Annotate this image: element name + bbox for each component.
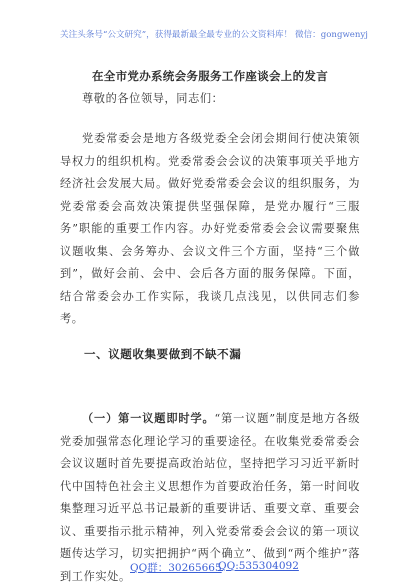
qq-contact-link[interactable]: QQ:535304092 [218,560,299,572]
paragraph-body: “第一议题”制度是地方各级党委加强常态化理论学习的重要途径。在收集党委常委会会议议题时首先要提高政治站位，坚持把学习习近平新时代中国特色社会主义思想作为首要政治任务，第一时间收集整理习近平总书记最新的重要讲话、重要文章、重要会议、重要指示批示精神，列入党委常委会会议的第一项议题传达学习，切实把拥护“两个确立”、做到“两个维护”落到工作实处。 [60,412,360,583]
document-title: 在全市党办系统会务服务工作座谈会上的发言 [92,69,328,83]
paragraph-intro: 党委常委会是地方各级党委全会闭会期间行使决策领导权力的组织机构。党委常委会会议的决策事项关乎地方经济社会发展大局。做好党委常委会会议的组织服务，为党委常委会高效决策提供坚强保障，是党办履行“三服务”职能的重要工作内容。办好党委常委会会议需要聚焦议题收集、会务筹办、会议文件三个方面，坚持“三个做到”，做好会前、会中、会后各方面的服务保障。下面，结合常委会办工作实际，我谈几点浅见，以供同志们参考。 [60,132,360,325]
section-heading: 一、议题收集要做到不缺不漏 [84,347,242,361]
qq-group-link[interactable]: QQ群：30265665 [130,562,222,574]
paragraph-lead: （一）第一议题即时学。 [82,412,215,425]
promo-banner: 关注头条号“公文研究”，获得最新最全最专业的公文资料库！ 微信：gongwenyj [60,30,368,40]
salutation: 尊敬的各位领导，同志们： [82,92,224,105]
